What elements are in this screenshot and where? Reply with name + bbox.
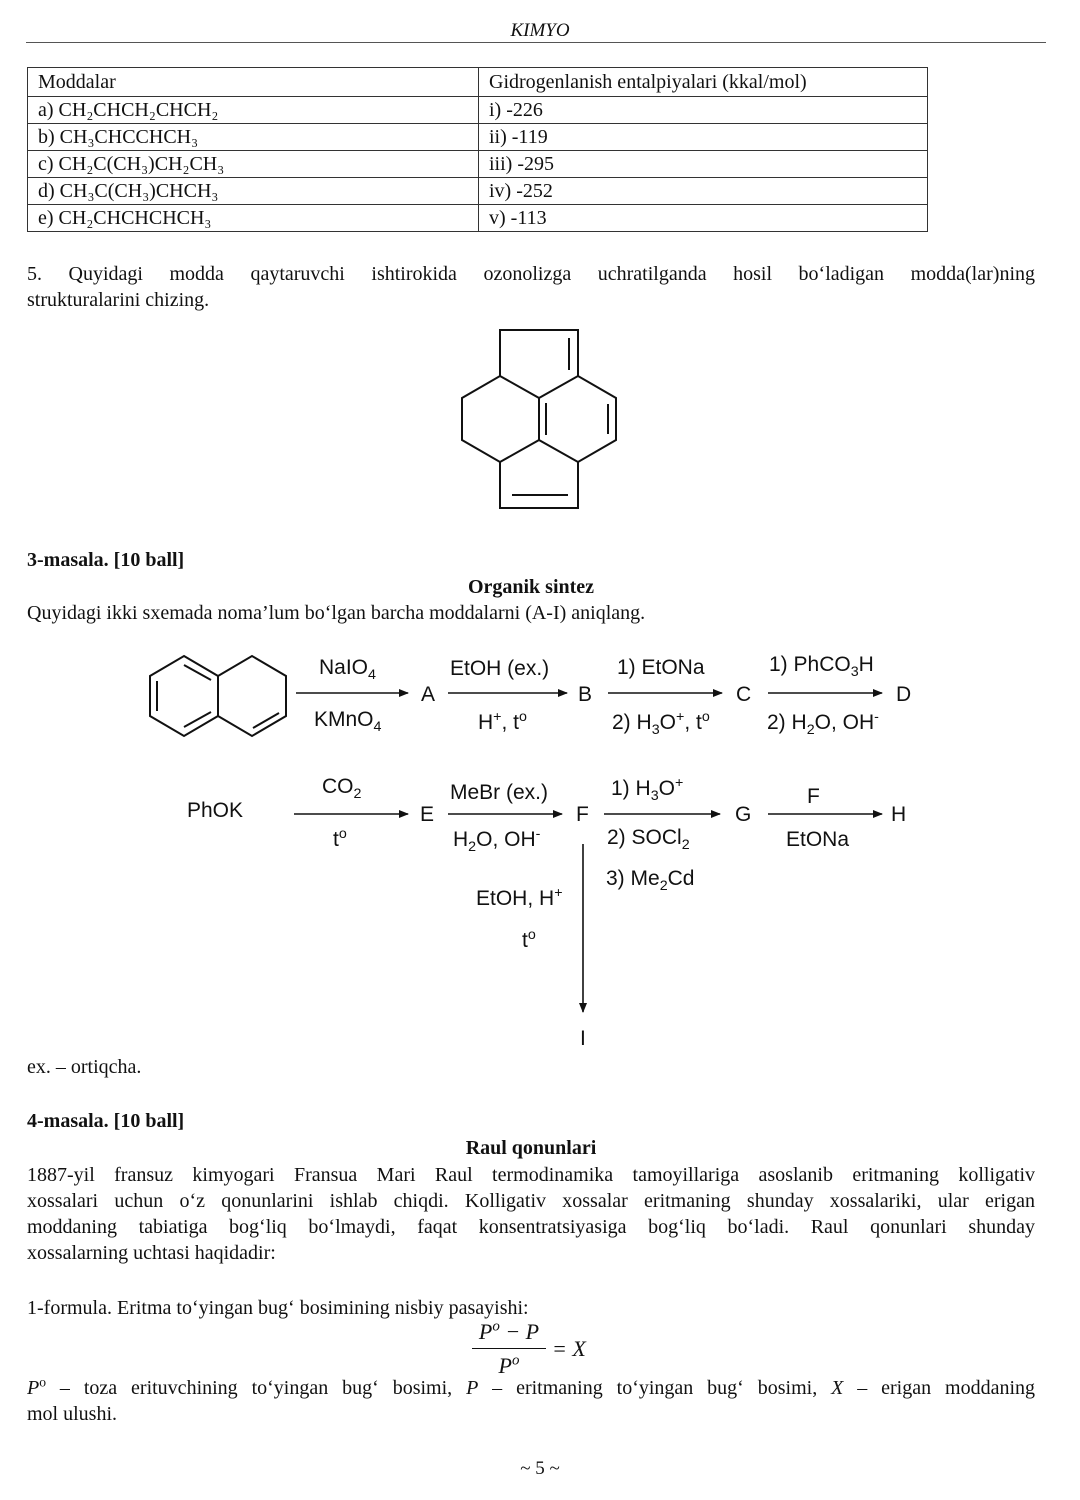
table-cell-substance: d) CH₃C(CH₃)CHCH₃ [28,178,479,205]
page-header: KIMYO [510,20,570,41]
reagent-label: H+, $t^o$ [478,709,527,734]
compound-label: C [736,683,752,706]
table-cell-substance: c) CH₂C(CH₃)CH₂CH₃ [28,151,479,178]
reagent-label: 1) PhCO$_3$H [769,653,874,681]
reagent-label: $CO_2$ [322,775,362,803]
compound-label: PhOK [187,799,244,822]
reagent-label: 3) $Me_2Cd$ [606,867,695,895]
legend-line: $P^o$ – toza erituvchining to‘yingan bug‘ bosimi, P – eritmaning to‘yingan bug‘ bosimi, X – erigan moddaning [27,1375,1035,1399]
footnote-ex: ex. – ortiqcha. [27,1056,142,1078]
table-cell-enthalpy: ii) -119 [479,124,928,151]
raoult-formula [460,1318,620,1382]
paragraph-line: xossalari uchun o‘z qonunlarini ishlab chiqdi. Kolligativ xossalar eritmaning shunday xossalariki, ular erigan [27,1190,1035,1212]
question-5-line1: 5. Quyidagi modda qaytaruvchi ishtirokida ozonolizga uchratilganda hosil bo‘ladigan modda(lar)ning [27,263,1035,285]
problem-3-title: Organik sintez [467,576,595,598]
compound-label: I [580,1027,586,1050]
reagent-label: F [807,785,820,808]
reagent-label: EtOH, H+ [476,885,563,910]
compound-label: D [896,683,912,706]
compound-label: A [421,683,436,706]
problem-3-intro: Quyidagi ikki sxemada noma’lum bo‘lgan barcha moddalarni (A-I) aniqlang. [27,602,646,624]
formula-rhs: = X [552,1336,586,1361]
table-cell-enthalpy: i) -226 [479,97,928,124]
reagent-label: 2) $H_2O$, OH- [767,709,879,739]
table-cell-substance: e) CH₂CHCHCHCH₃ [28,205,479,232]
reagent-label: EtOH (ex.) [450,657,550,680]
reagent-label: $t^o$ [522,927,536,952]
formula-numerator: $P^o - P$ [478,1318,540,1344]
fraction-bar [472,1348,546,1349]
paragraph-line: moddaning tabiatiga bog‘liq bo‘lmaydi, faqat konsentratsiyasiga bog‘liq bo‘ladi. Raul qonunlari shunday [27,1216,1035,1238]
compound-label: F [576,803,589,826]
compound-label: G [735,803,752,826]
formula-fraction [472,1318,546,1379]
reagent-label: NaIO$_4$ [319,656,376,684]
reagent-label: 2) $H_3O^+$, $t^o$ [612,709,710,739]
formula-label: 1-formula. Eritma to‘yingan bug‘ bosimining nisbiy pasayishi: [27,1297,529,1319]
problem-3-heading: 3-masala. [10 ball] [27,549,185,571]
table-cell-enthalpy: iv) -252 [479,178,928,205]
paragraph-line: 1887-yil fransuz kimyogari Fransua Mari Raul termodinamika tamoyillariga asoslanib eritmaning kolligativ [27,1164,1035,1186]
table-cell-substance: a) CH₂CHCH₂CHCH₂ [28,97,479,124]
legend-line: mol ulushi. [27,1403,118,1425]
table-cell-enthalpy: iii) -295 [479,151,928,178]
reagent-label: MeBr (ex.) [450,781,549,804]
table-header-cell: Moddalar [28,68,479,97]
reagent-label: EtONa [786,828,850,851]
compound-label: H [891,803,907,826]
formula-denominator: $P^o$ [498,1352,520,1378]
table-cell-substance: b) CH₃CHCCHCH₃ [28,124,479,151]
paragraph-line: xossalarning uchtasi haqidadir: [27,1242,276,1264]
table-cell-enthalpy: v) -113 [479,205,928,232]
table-header-cell: Gidrogenlanish entalpiyalari (kkal/mol) [479,68,928,97]
compound-label: B [578,683,593,706]
reagent-label: $t^o$ [333,826,347,851]
page-number: ~ 5 ~ [520,1458,560,1479]
compound-label: E [420,803,435,826]
reagent-label: KMnO$_4$ [314,708,382,736]
reagent-label: 1) $H_3O^+$ [611,775,684,805]
question-5-line2: strukturalarini chizing. [27,289,210,311]
reagent-label: 2) SOCl$_2$ [607,826,690,854]
problem-4-heading: 4-masala. [10 ball] [27,1110,185,1132]
problem-4-title: Raul qonunlari [465,1137,597,1159]
reagent-label: 1) EtONa [617,656,705,679]
reagent-label: $H_2O$, OH- [453,826,541,856]
